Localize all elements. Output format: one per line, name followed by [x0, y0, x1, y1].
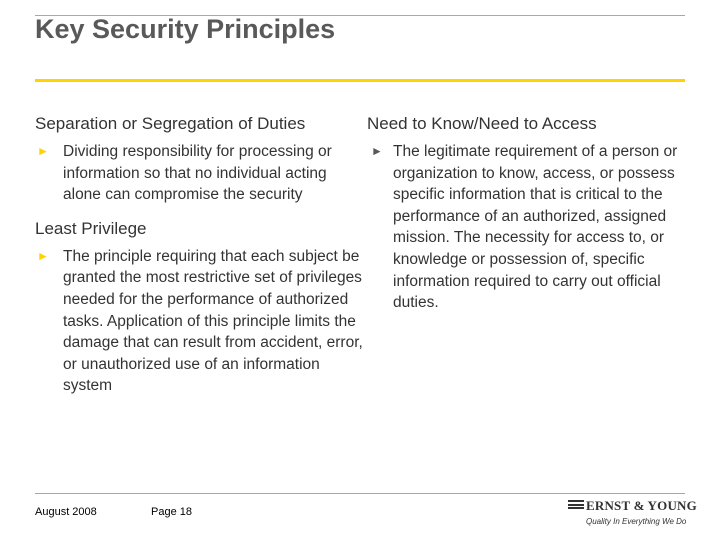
bullet-text: Dividing responsibility for processing or information so that no individual acting alone can compromise the security [63, 143, 332, 204]
logo-name: ERNST & YOUNG [586, 498, 697, 513]
bullet-item [35, 246, 365, 397]
footer-page-number: Page 18 [151, 506, 192, 518]
bullet-arrow-icon: ► [37, 248, 49, 263]
logo-tagline: Quality In Everything We Do [586, 517, 687, 526]
company-logo [568, 498, 697, 532]
section-separation-of-duties [35, 113, 365, 206]
bullet-arrow-icon: ► [37, 144, 49, 158]
bullet-text: The legitimate requirement of a person or organization to know, access, or possess specific information that is critical to the performance of an authorized, assigned mission. The necessity for access to, or knowledge or possession of, specific information required to carry out official duties. [393, 143, 678, 312]
footer-rule [35, 493, 685, 494]
bullet-item [35, 141, 365, 206]
section-heading: Separation or Segregation of Duties [35, 114, 306, 133]
right-column [367, 113, 687, 314]
slide-title: Key Security Principles [35, 14, 336, 44]
footer-date: August 2008 [35, 506, 97, 518]
bullet-item [367, 141, 687, 314]
section-least-privilege [35, 218, 365, 397]
section-heading: Need to Know/Need to Access [367, 114, 597, 133]
logo-mark-icon [568, 500, 584, 512]
bullet-text: The principle requiring that each subject be granted the most restrictive set of privileges needed for the performance of authorized tasks. Application of this principle limits the damage that can result from accident, error, or unauthorized use of an information system [63, 247, 363, 395]
section-heading: Least Privilege [35, 218, 147, 238]
left-column [35, 113, 365, 397]
title-underline [35, 79, 685, 82]
bullet-arrow-icon: ► [371, 144, 383, 158]
